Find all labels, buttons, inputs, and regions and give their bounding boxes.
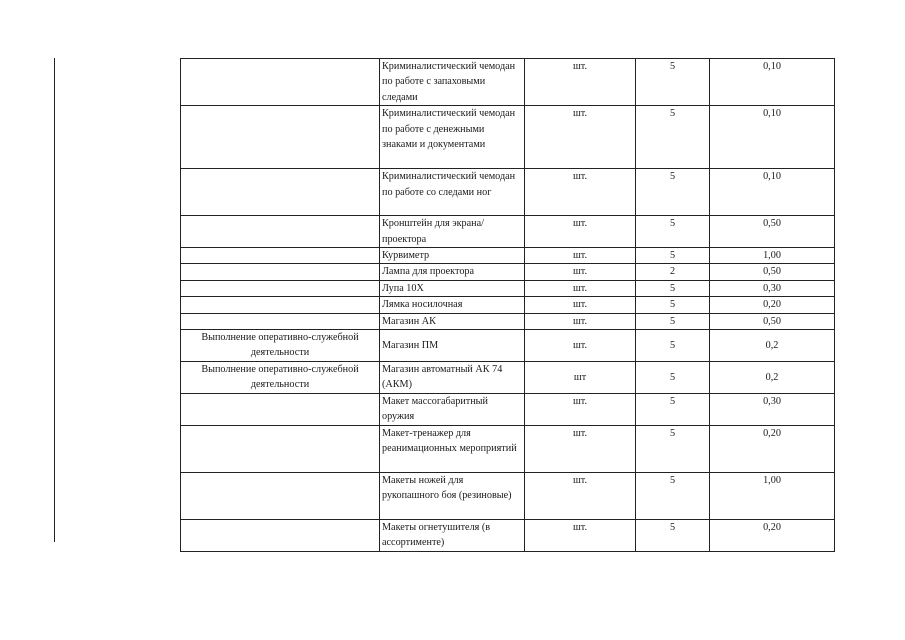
table-row — [181, 264, 835, 280]
table-row — [181, 297, 835, 313]
purpose-cell — [181, 313, 380, 329]
table-row — [181, 472, 835, 519]
unit-cell: шт. — [525, 330, 636, 362]
rate-cell: 0,50 — [710, 216, 835, 248]
unit-cell: шт. — [525, 425, 636, 472]
table-row — [181, 59, 835, 106]
rate-cell: 0,10 — [710, 59, 835, 106]
item-name-cell: Лямка носилочная — [380, 297, 525, 313]
table-row — [181, 361, 835, 393]
item-name-cell: Макет массогабаритный оружия — [380, 393, 525, 425]
quantity-cell: 5 — [636, 393, 710, 425]
purpose-cell — [181, 393, 380, 425]
rate-cell: 0,50 — [710, 313, 835, 329]
table-row — [181, 248, 835, 264]
item-name-cell: Криминалистический чемодан по работе с запаховыми следами — [380, 59, 525, 106]
table-row — [181, 169, 835, 216]
item-name-cell: Курвиметр — [380, 248, 525, 264]
table-row — [181, 280, 835, 296]
purpose-cell — [181, 425, 380, 472]
rate-cell: 0,2 — [710, 361, 835, 393]
quantity-cell: 5 — [636, 297, 710, 313]
quantity-cell: 5 — [636, 216, 710, 248]
item-name-cell: Лампа для проектора — [380, 264, 525, 280]
rate-cell: 1,00 — [710, 248, 835, 264]
purpose-cell — [181, 59, 380, 106]
rate-cell: 0,50 — [710, 264, 835, 280]
quantity-cell: 5 — [636, 361, 710, 393]
purpose-cell — [181, 472, 380, 519]
page-margin-line — [54, 58, 55, 542]
quantity-cell: 5 — [636, 59, 710, 106]
unit-cell: шт. — [525, 106, 636, 169]
unit-cell: шт. — [525, 216, 636, 248]
quantity-cell: 5 — [636, 169, 710, 216]
table-row — [181, 519, 835, 551]
item-name-cell: Лупа 10Х — [380, 280, 525, 296]
item-name-cell: Криминалистический чемодан по работе со следами ног — [380, 169, 525, 216]
quantity-cell: 5 — [636, 425, 710, 472]
item-name-cell: Магазин автоматный АК 74 (АКМ) — [380, 361, 525, 393]
table-row — [181, 425, 835, 472]
rate-cell: 0,30 — [710, 280, 835, 296]
rate-cell: 0,20 — [710, 297, 835, 313]
unit-cell: шт. — [525, 472, 636, 519]
equipment-table — [180, 58, 835, 552]
table-row — [181, 393, 835, 425]
quantity-cell: 5 — [636, 330, 710, 362]
purpose-cell: Выполнение оперативно-служебной деятельности — [181, 330, 380, 362]
purpose-cell — [181, 248, 380, 264]
unit-cell: шт. — [525, 169, 636, 216]
purpose-cell — [181, 280, 380, 296]
quantity-cell: 5 — [636, 313, 710, 329]
item-name-cell: Макеты ножей для рукопашного боя (резиновые) — [380, 472, 525, 519]
unit-cell: шт. — [525, 393, 636, 425]
item-name-cell: Криминалистический чемодан по работе с денежными знаками и документами — [380, 106, 525, 169]
item-name-cell: Магазин АК — [380, 313, 525, 329]
rate-cell: 0,20 — [710, 519, 835, 551]
rate-cell: 0,2 — [710, 330, 835, 362]
quantity-cell: 5 — [636, 106, 710, 169]
quantity-cell: 5 — [636, 280, 710, 296]
rate-cell: 0,30 — [710, 393, 835, 425]
item-name-cell: Макеты огнетушителя (в ассортименте) — [380, 519, 525, 551]
rate-cell: 0,10 — [710, 106, 835, 169]
table-row — [181, 106, 835, 169]
item-name-cell: Кронштейн для экрана/проектора — [380, 216, 525, 248]
quantity-cell: 2 — [636, 264, 710, 280]
table-row — [181, 216, 835, 248]
quantity-cell: 5 — [636, 519, 710, 551]
item-name-cell: Макет-тренажер для реанимационных мероприятий — [380, 425, 525, 472]
purpose-cell — [181, 297, 380, 313]
quantity-cell: 5 — [636, 472, 710, 519]
unit-cell: шт. — [525, 248, 636, 264]
purpose-cell — [181, 216, 380, 248]
unit-cell: шт. — [525, 280, 636, 296]
rate-cell: 0,20 — [710, 425, 835, 472]
purpose-cell — [181, 519, 380, 551]
unit-cell: шт. — [525, 59, 636, 106]
unit-cell: шт. — [525, 313, 636, 329]
table-row — [181, 330, 835, 362]
rate-cell: 0,10 — [710, 169, 835, 216]
table-row — [181, 313, 835, 329]
unit-cell: шт. — [525, 297, 636, 313]
item-name-cell: Магазин ПМ — [380, 330, 525, 362]
unit-cell: шт — [525, 361, 636, 393]
purpose-cell — [181, 169, 380, 216]
unit-cell: шт. — [525, 519, 636, 551]
purpose-cell: Выполнение оперативно-служебной деятельности — [181, 361, 380, 393]
unit-cell: шт. — [525, 264, 636, 280]
purpose-cell — [181, 106, 380, 169]
quantity-cell: 5 — [636, 248, 710, 264]
purpose-cell — [181, 264, 380, 280]
rate-cell: 1,00 — [710, 472, 835, 519]
